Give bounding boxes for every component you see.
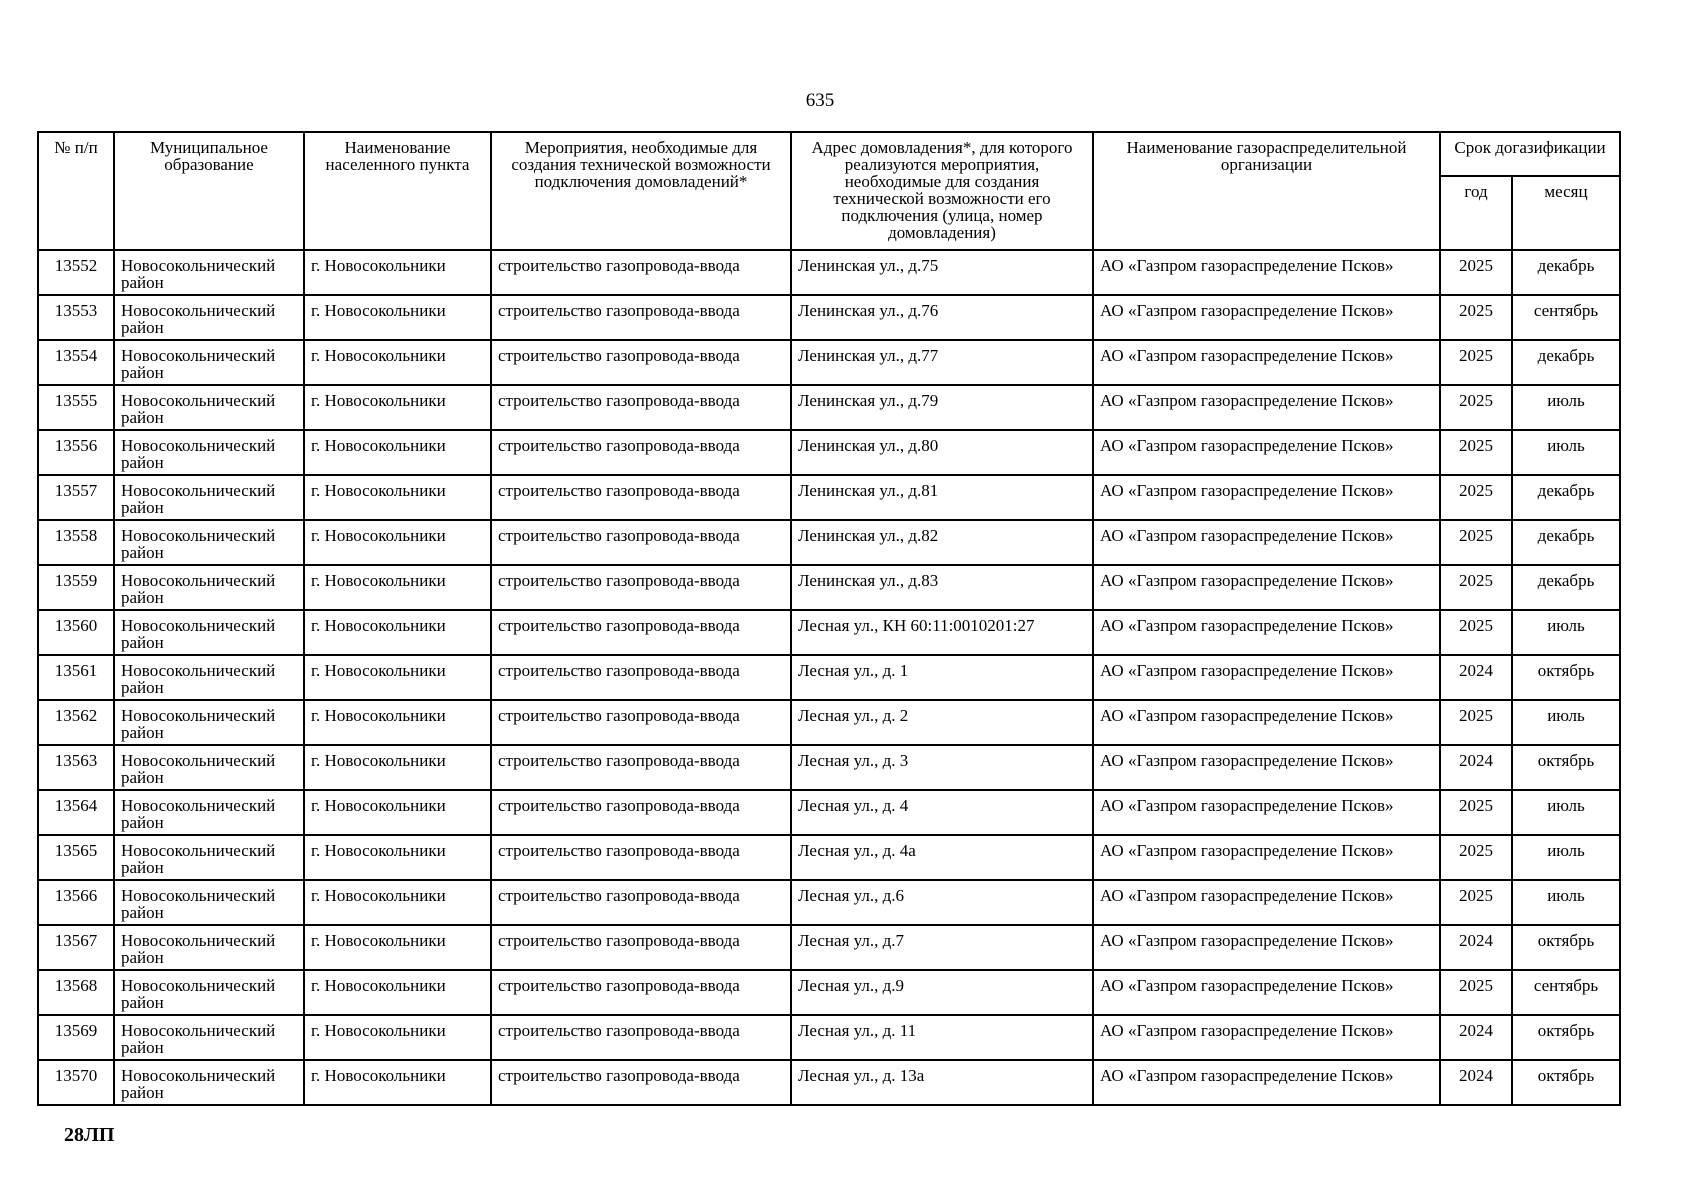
cell-organization: АО «Газпром газораспределение Псков» — [1093, 700, 1440, 745]
cell-municipality: Новосокольнический район — [114, 340, 304, 385]
cell-organization: АО «Газпром газораспределение Псков» — [1093, 610, 1440, 655]
cell-num: 13555 — [38, 385, 114, 430]
cell-settlement: г. Новосокольники — [304, 250, 491, 295]
cell-settlement: г. Новосокольники — [304, 745, 491, 790]
cell-month: декабрь — [1512, 475, 1620, 520]
table-row — [38, 340, 1620, 385]
table-row — [38, 610, 1620, 655]
header-num: № п/п — [38, 132, 114, 250]
cell-measures: строительство газопровода-ввода — [491, 385, 791, 430]
cell-municipality: Новосокольнический район — [114, 250, 304, 295]
cell-num: 13560 — [38, 610, 114, 655]
cell-year: 2025 — [1440, 430, 1512, 475]
cell-num: 13564 — [38, 790, 114, 835]
cell-year: 2024 — [1440, 655, 1512, 700]
cell-municipality: Новосокольнический район — [114, 790, 304, 835]
cell-municipality: Новосокольнический район — [114, 700, 304, 745]
cell-organization: АО «Газпром газораспределение Псков» — [1093, 925, 1440, 970]
cell-month: сентябрь — [1512, 970, 1620, 1015]
cell-address: Ленинская ул., д.77 — [791, 340, 1093, 385]
cell-year: 2024 — [1440, 1015, 1512, 1060]
cell-month: октябрь — [1512, 745, 1620, 790]
cell-municipality: Новосокольнический район — [114, 295, 304, 340]
cell-settlement: г. Новосокольники — [304, 295, 491, 340]
table-row — [38, 1060, 1620, 1105]
cell-measures: строительство газопровода-ввода — [491, 475, 791, 520]
cell-month: июль — [1512, 700, 1620, 745]
cell-organization: АО «Газпром газораспределение Псков» — [1093, 790, 1440, 835]
footer-code: 28ЛП — [64, 1124, 115, 1146]
cell-measures: строительство газопровода-ввода — [491, 610, 791, 655]
cell-month: сентябрь — [1512, 295, 1620, 340]
cell-year: 2024 — [1440, 745, 1512, 790]
cell-organization: АО «Газпром газораспределение Псков» — [1093, 835, 1440, 880]
cell-year: 2025 — [1440, 610, 1512, 655]
cell-year: 2024 — [1440, 1060, 1512, 1105]
gasification-table — [37, 131, 1621, 1106]
cell-organization: АО «Газпром газораспределение Псков» — [1093, 475, 1440, 520]
cell-measures: строительство газопровода-ввода — [491, 925, 791, 970]
cell-address: Ленинская ул., д.80 — [791, 430, 1093, 475]
cell-month: октябрь — [1512, 1015, 1620, 1060]
cell-year: 2025 — [1440, 475, 1512, 520]
cell-month: июль — [1512, 430, 1620, 475]
header-deadline: Срок догазификации — [1440, 132, 1620, 176]
cell-municipality: Новосокольнический район — [114, 610, 304, 655]
cell-municipality: Новосокольнический район — [114, 520, 304, 565]
cell-address: Лесная ул., д. 4а — [791, 835, 1093, 880]
cell-year: 2025 — [1440, 295, 1512, 340]
cell-month: июль — [1512, 835, 1620, 880]
cell-settlement: г. Новосокольники — [304, 655, 491, 700]
cell-measures: строительство газопровода-ввода — [491, 1060, 791, 1105]
cell-month: июль — [1512, 610, 1620, 655]
cell-settlement: г. Новосокольники — [304, 610, 491, 655]
cell-address: Лесная ул., КН 60:11:0010201:27 — [791, 610, 1093, 655]
cell-month: июль — [1512, 385, 1620, 430]
cell-address: Ленинская ул., д.79 — [791, 385, 1093, 430]
table-row — [38, 295, 1620, 340]
cell-settlement: г. Новосокольники — [304, 880, 491, 925]
cell-organization: АО «Газпром газораспределение Псков» — [1093, 655, 1440, 700]
cell-measures: строительство газопровода-ввода — [491, 1015, 791, 1060]
cell-measures: строительство газопровода-ввода — [491, 295, 791, 340]
cell-month: июль — [1512, 790, 1620, 835]
cell-organization: АО «Газпром газораспределение Псков» — [1093, 295, 1440, 340]
cell-settlement: г. Новосокольники — [304, 970, 491, 1015]
cell-num: 13562 — [38, 700, 114, 745]
cell-address: Лесная ул., д. 2 — [791, 700, 1093, 745]
cell-address: Лесная ул., д.7 — [791, 925, 1093, 970]
cell-measures: строительство газопровода-ввода — [491, 790, 791, 835]
cell-month: октябрь — [1512, 655, 1620, 700]
cell-address: Лесная ул., д.9 — [791, 970, 1093, 1015]
cell-measures: строительство газопровода-ввода — [491, 700, 791, 745]
cell-year: 2024 — [1440, 925, 1512, 970]
cell-municipality: Новосокольнический район — [114, 430, 304, 475]
cell-settlement: г. Новосокольники — [304, 925, 491, 970]
cell-organization: АО «Газпром газораспределение Псков» — [1093, 385, 1440, 430]
cell-year: 2025 — [1440, 880, 1512, 925]
cell-municipality: Новосокольнический район — [114, 925, 304, 970]
table-row — [38, 790, 1620, 835]
cell-num: 13559 — [38, 565, 114, 610]
cell-month: октябрь — [1512, 925, 1620, 970]
cell-year: 2025 — [1440, 835, 1512, 880]
cell-measures: строительство газопровода-ввода — [491, 835, 791, 880]
cell-year: 2025 — [1440, 340, 1512, 385]
cell-measures: строительство газопровода-ввода — [491, 520, 791, 565]
table-row — [38, 250, 1620, 295]
cell-settlement: г. Новосокольники — [304, 565, 491, 610]
table-row — [38, 745, 1620, 790]
table-row — [38, 385, 1620, 430]
cell-settlement: г. Новосокольники — [304, 790, 491, 835]
table-row — [38, 520, 1620, 565]
table-row — [38, 835, 1620, 880]
cell-organization: АО «Газпром газораспределение Псков» — [1093, 430, 1440, 475]
page-number: 635 — [805, 90, 835, 111]
table-row — [38, 970, 1620, 1015]
cell-month: июль — [1512, 880, 1620, 925]
cell-num: 13553 — [38, 295, 114, 340]
cell-num: 13554 — [38, 340, 114, 385]
cell-organization: АО «Газпром газораспределение Псков» — [1093, 970, 1440, 1015]
table-row — [38, 925, 1620, 970]
cell-year: 2025 — [1440, 970, 1512, 1015]
cell-month: октябрь — [1512, 1060, 1620, 1105]
table-row — [38, 430, 1620, 475]
cell-measures: строительство газопровода-ввода — [491, 970, 791, 1015]
table-row — [38, 565, 1620, 610]
cell-address: Ленинская ул., д.76 — [791, 295, 1093, 340]
cell-address: Ленинская ул., д.83 — [791, 565, 1093, 610]
cell-measures: строительство газопровода-ввода — [491, 250, 791, 295]
cell-measures: строительство газопровода-ввода — [491, 655, 791, 700]
table-row — [38, 655, 1620, 700]
cell-address: Лесная ул., д. 11 — [791, 1015, 1093, 1060]
cell-settlement: г. Новосокольники — [304, 340, 491, 385]
header-settlement: Наименование населенного пункта — [304, 132, 491, 250]
cell-municipality: Новосокольнический район — [114, 475, 304, 520]
cell-address: Ленинская ул., д.82 — [791, 520, 1093, 565]
cell-organization: АО «Газпром газораспределение Псков» — [1093, 520, 1440, 565]
cell-municipality: Новосокольнический район — [114, 835, 304, 880]
cell-municipality: Новосокольнический район — [114, 1015, 304, 1060]
cell-settlement: г. Новосокольники — [304, 475, 491, 520]
cell-municipality: Новосокольнический район — [114, 970, 304, 1015]
cell-year: 2025 — [1440, 790, 1512, 835]
cell-num: 13552 — [38, 250, 114, 295]
cell-measures: строительство газопровода-ввода — [491, 340, 791, 385]
header-year: год — [1440, 176, 1512, 250]
cell-organization: АО «Газпром газораспределение Псков» — [1093, 1015, 1440, 1060]
cell-settlement: г. Новосокольники — [304, 1015, 491, 1060]
cell-settlement: г. Новосокольники — [304, 700, 491, 745]
cell-municipality: Новосокольнический район — [114, 655, 304, 700]
cell-measures: строительство газопровода-ввода — [491, 880, 791, 925]
table-header — [38, 132, 1620, 250]
cell-address: Ленинская ул., д.81 — [791, 475, 1093, 520]
cell-municipality: Новосокольнический район — [114, 565, 304, 610]
cell-year: 2025 — [1440, 520, 1512, 565]
cell-num: 13558 — [38, 520, 114, 565]
cell-num: 13563 — [38, 745, 114, 790]
cell-num: 13569 — [38, 1015, 114, 1060]
cell-address: Лесная ул., д. 13а — [791, 1060, 1093, 1105]
header-municipality: Муниципальное образование — [114, 132, 304, 250]
table-row — [38, 475, 1620, 520]
cell-address: Лесная ул., д.6 — [791, 880, 1093, 925]
cell-year: 2025 — [1440, 385, 1512, 430]
table-body — [38, 250, 1620, 1105]
header-organization: Наименование газораспределительной организации — [1093, 132, 1440, 250]
cell-num: 13570 — [38, 1060, 114, 1105]
cell-num: 13565 — [38, 835, 114, 880]
cell-month: декабрь — [1512, 250, 1620, 295]
cell-organization: АО «Газпром газораспределение Псков» — [1093, 745, 1440, 790]
cell-year: 2025 — [1440, 700, 1512, 745]
cell-month: декабрь — [1512, 340, 1620, 385]
cell-municipality: Новосокольнический район — [114, 745, 304, 790]
table-row — [38, 1015, 1620, 1060]
cell-measures: строительство газопровода-ввода — [491, 430, 791, 475]
cell-address: Лесная ул., д. 4 — [791, 790, 1093, 835]
cell-address: Ленинская ул., д.75 — [791, 250, 1093, 295]
cell-municipality: Новосокольнический район — [114, 880, 304, 925]
cell-address: Лесная ул., д. 1 — [791, 655, 1093, 700]
cell-year: 2025 — [1440, 565, 1512, 610]
cell-num: 13557 — [38, 475, 114, 520]
table-row — [38, 700, 1620, 745]
cell-municipality: Новосокольнический район — [114, 1060, 304, 1105]
cell-settlement: г. Новосокольники — [304, 1060, 491, 1105]
cell-organization: АО «Газпром газораспределение Псков» — [1093, 880, 1440, 925]
cell-settlement: г. Новосокольники — [304, 835, 491, 880]
cell-organization: АО «Газпром газораспределение Псков» — [1093, 565, 1440, 610]
cell-num: 13567 — [38, 925, 114, 970]
header-measures: Мероприятия, необходимые для создания технической возможности подключения домовладений* — [491, 132, 791, 250]
cell-num: 13561 — [38, 655, 114, 700]
cell-settlement: г. Новосокольники — [304, 520, 491, 565]
cell-month: декабрь — [1512, 565, 1620, 610]
cell-num: 13568 — [38, 970, 114, 1015]
cell-address: Лесная ул., д. 3 — [791, 745, 1093, 790]
header-month: месяц — [1512, 176, 1620, 250]
cell-municipality: Новосокольнический район — [114, 385, 304, 430]
cell-year: 2025 — [1440, 250, 1512, 295]
header-address: Адрес домовладения*, для которого реализуются мероприятия, необходимые для создания технической возможности его подключения (улица, номер домовладения) — [791, 132, 1093, 250]
cell-month: декабрь — [1512, 520, 1620, 565]
cell-num: 13566 — [38, 880, 114, 925]
cell-organization: АО «Газпром газораспределение Псков» — [1093, 340, 1440, 385]
cell-settlement: г. Новосокольники — [304, 385, 491, 430]
cell-organization: АО «Газпром газораспределение Псков» — [1093, 1060, 1440, 1105]
table-row — [38, 880, 1620, 925]
cell-organization: АО «Газпром газораспределение Псков» — [1093, 250, 1440, 295]
cell-settlement: г. Новосокольники — [304, 430, 491, 475]
cell-measures: строительство газопровода-ввода — [491, 745, 791, 790]
cell-measures: строительство газопровода-ввода — [491, 565, 791, 610]
cell-num: 13556 — [38, 430, 114, 475]
